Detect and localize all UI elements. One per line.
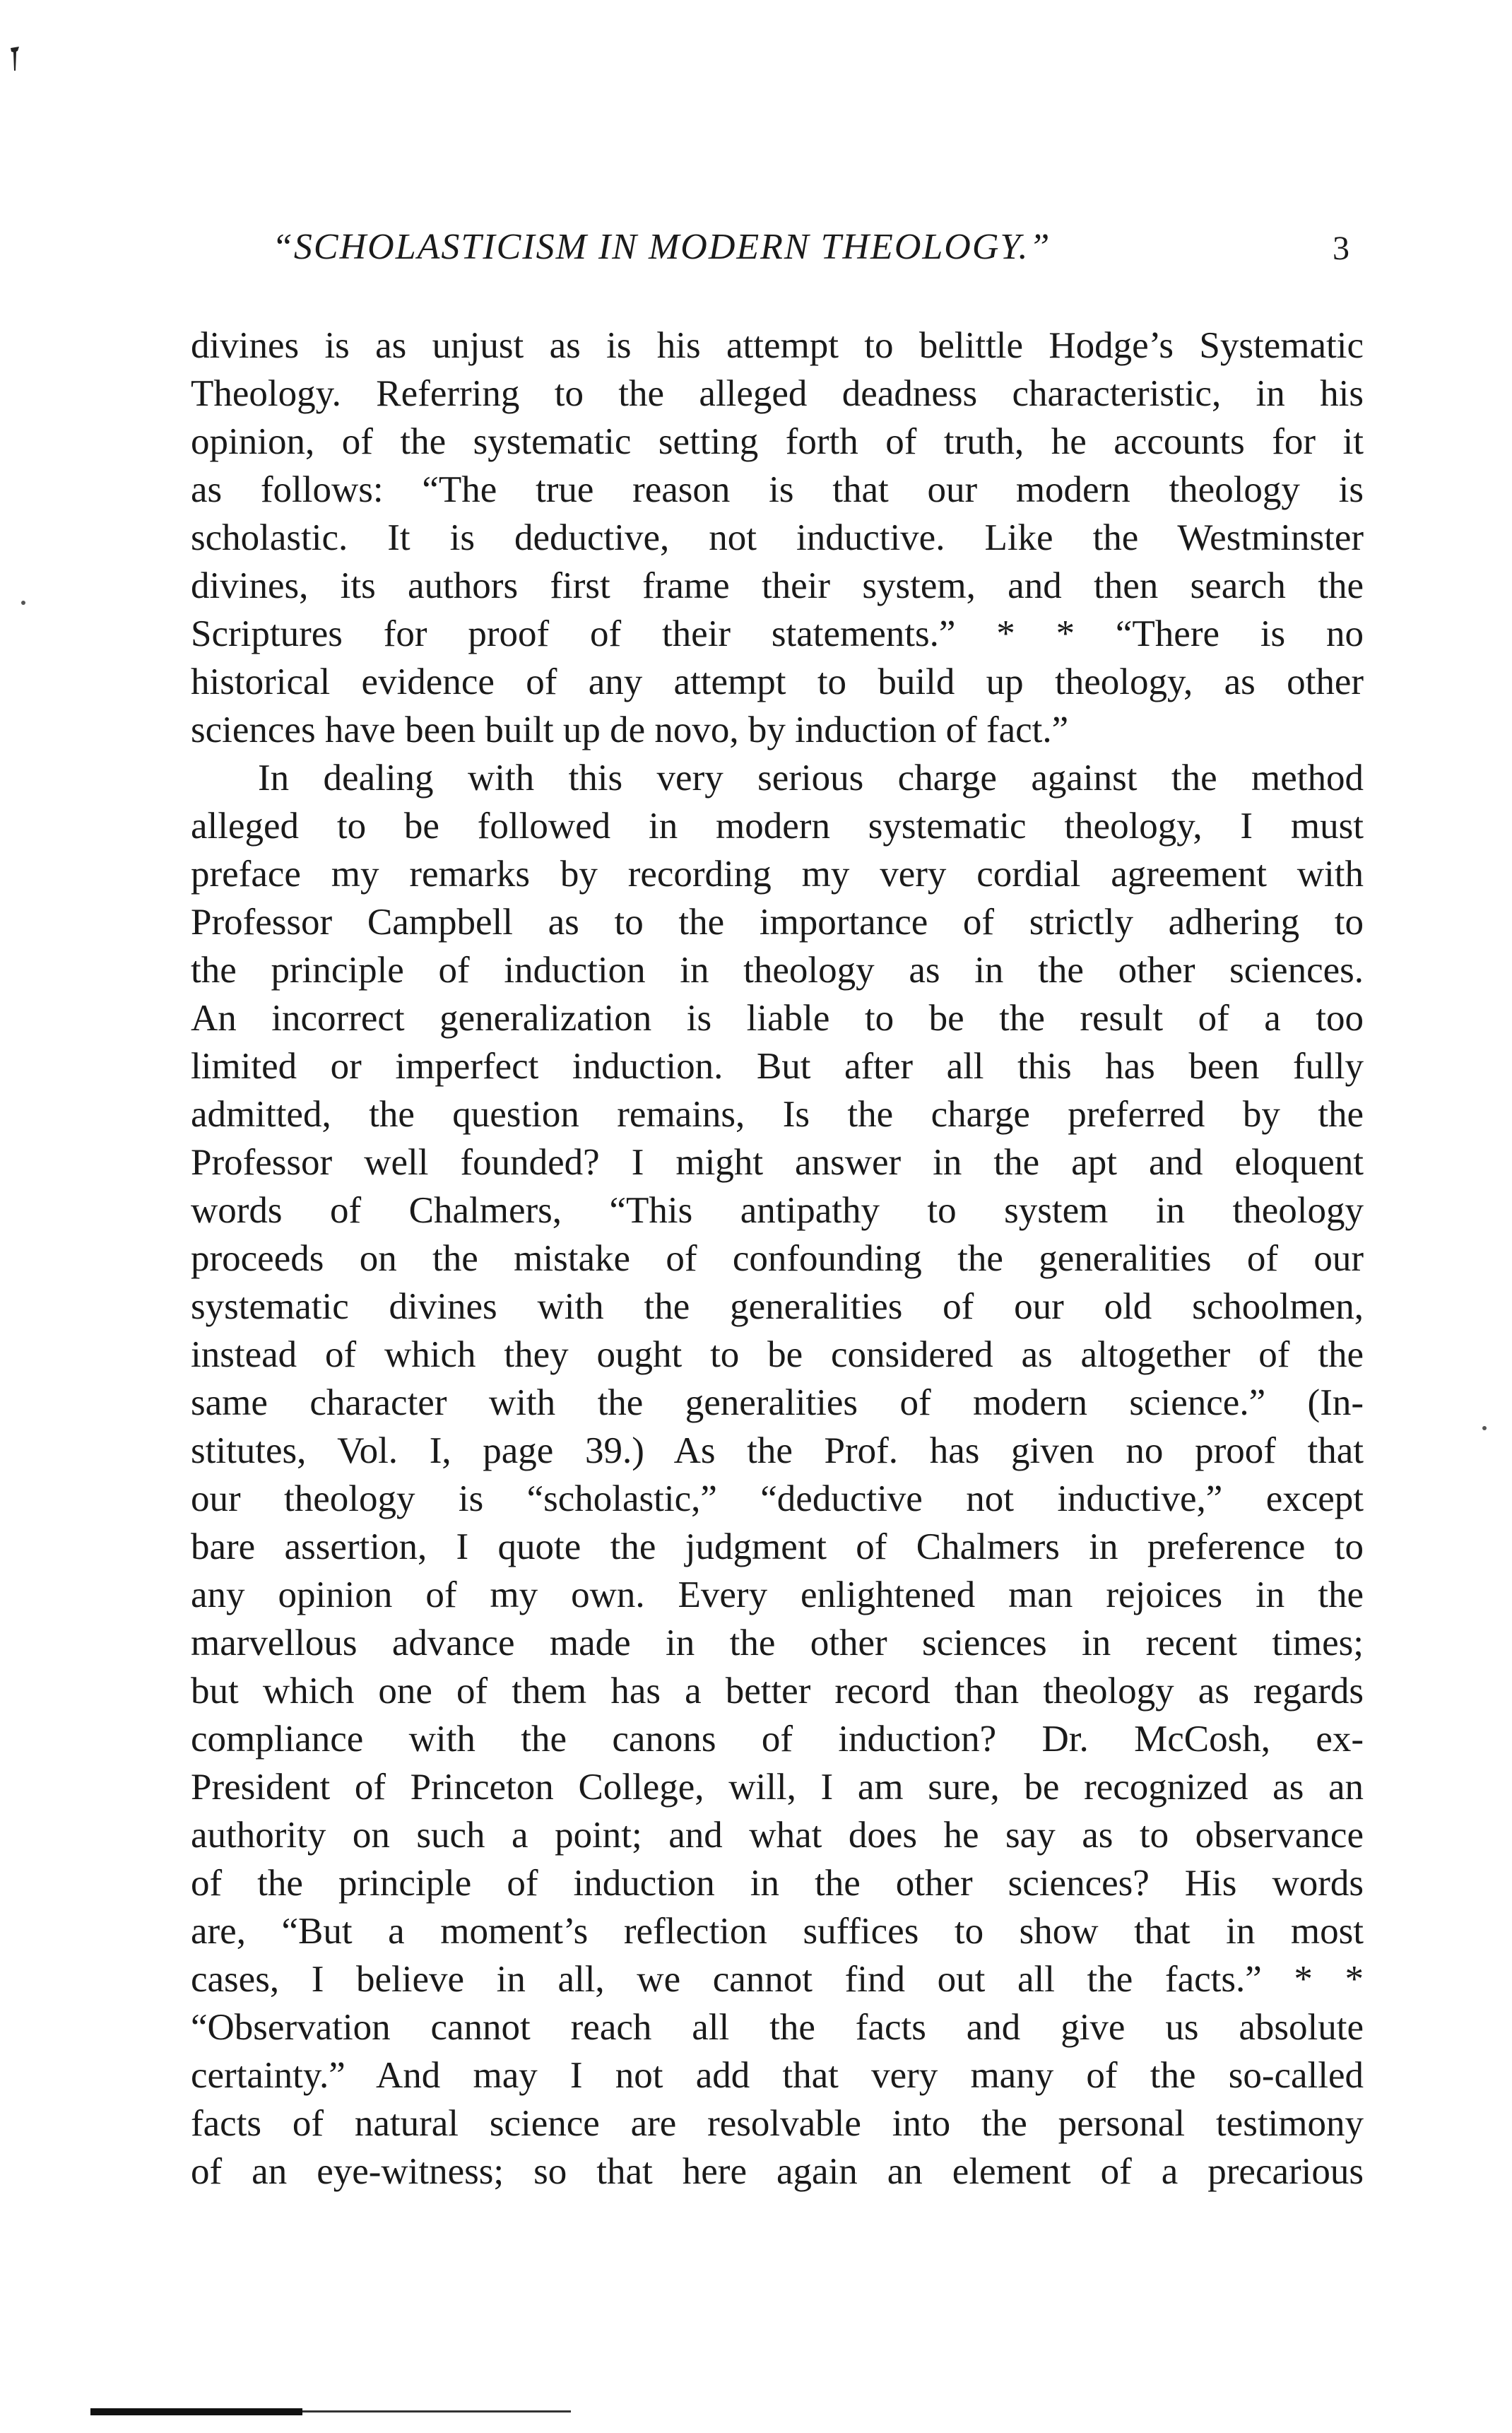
text-line: instead of which they ought to be considered as altogether of the	[191, 1334, 1364, 1375]
text-line: authority on such a point; and what does he say as to observance	[191, 1815, 1364, 1856]
margin-speck	[21, 601, 25, 605]
text-line: Theology. Referring to the alleged deadness characteristic, in his	[191, 373, 1364, 414]
text-line: Professor Campbell as to the importance of strictly adhering to	[191, 902, 1364, 943]
text-line: An incorrect generalization is liable to be the result of a too	[191, 998, 1364, 1039]
paragraph-first-line: In dealing with this very serious charge against the method	[258, 758, 1364, 799]
text-line: sciences have been built up de novo, by induction of fact.”	[191, 709, 1069, 750]
text-line: President of Princeton College, will, I am sure, be recognized as an	[191, 1767, 1364, 1808]
running-title: “SCHOLASTICISM IN MODERN THEOLOGY.”	[272, 227, 1051, 267]
text-line: as follows: “The true reason is that our modern theology is	[191, 469, 1364, 510]
text-line: scholastic. It is deductive, not inductive. Like the Westminster	[191, 517, 1364, 558]
text-line: proceeds on the mistake of confounding the generalities of our	[191, 1238, 1364, 1279]
bottom-edge-rule	[90, 2408, 571, 2415]
text-line: cases, I believe in all, we cannot find out all the facts.” * *	[191, 1959, 1364, 2000]
text-line: admitted, the question remains, Is the charge preferred by the	[191, 1094, 1364, 1135]
text-line: historical evidence of any attempt to build up theology, as other	[191, 661, 1364, 702]
page-number: 3	[1333, 230, 1349, 267]
text-line: opinion, of the systematic setting forth of truth, he accounts for it	[191, 421, 1364, 462]
margin-speck	[1482, 1426, 1487, 1430]
text-line: words of Chalmers, “This antipathy to system in theology	[191, 1190, 1364, 1231]
running-head	[191, 212, 1364, 269]
text-line: any opinion of my own. Every enlightened man rejoices in the	[191, 1574, 1364, 1615]
text-line: “Observation cannot reach all the facts and give us absolute	[191, 2007, 1364, 2048]
text-line: of the principle of induction in the other sciences? His words	[191, 1863, 1364, 1904]
text-line: bare assertion, I quote the judgment of Chalmers in preference to	[191, 1526, 1364, 1567]
text-line: Scriptures for proof of their statements.” * * “There is no	[191, 613, 1364, 654]
text-line: facts of natural science are resolvable into the personal testimony	[191, 2103, 1364, 2144]
text-line: but which one of them has a better record than theology as regards	[191, 1671, 1364, 1712]
text-line: certainty.” And may I not add that very many of the so-called	[191, 2055, 1364, 2096]
text-line: are, “But a moment’s reflection suffices to show that in most	[191, 1911, 1364, 1952]
text-line: same character with the generalities of modern science.” (In-	[191, 1382, 1364, 1423]
text-line: divines is as unjust as is his attempt to belittle Hodge’s Systematic	[191, 325, 1364, 366]
text-line: marvellous advance made in the other sciences in recent times;	[191, 1622, 1364, 1663]
bottom-rule-thin	[302, 2410, 571, 2413]
bottom-rule-thick	[90, 2408, 302, 2415]
text-line: stitutes, Vol. I, page 39.) As the Prof. has given no proof that	[191, 1430, 1364, 1471]
text-line: Professor well founded? I might answer in the apt and eloquent	[191, 1142, 1364, 1183]
text-line: preface my remarks by recording my very cordial agreement with	[191, 854, 1364, 895]
text-line: of an eye-witness; so that here again an element of a precarious	[191, 2151, 1364, 2192]
text-line: systematic divines with the generalities of our old schoolmen,	[191, 1286, 1364, 1327]
text-line: limited or imperfect induction. But after all this has been fully	[191, 1046, 1364, 1087]
text-line: divines, its authors first frame their system, and then search the	[191, 565, 1364, 606]
text-line: compliance with the canons of induction? Dr. McCosh, ex-	[191, 1719, 1364, 1760]
corner-ink-mark	[10, 45, 20, 73]
text-line: our theology is “scholastic,” “deductive not inductive,” except	[191, 1478, 1364, 1519]
body-text	[191, 322, 1364, 2196]
text-line: the principle of induction in theology as in the other sciences.	[191, 950, 1364, 991]
text-line: alleged to be followed in modern systematic theology, I must	[191, 806, 1364, 847]
